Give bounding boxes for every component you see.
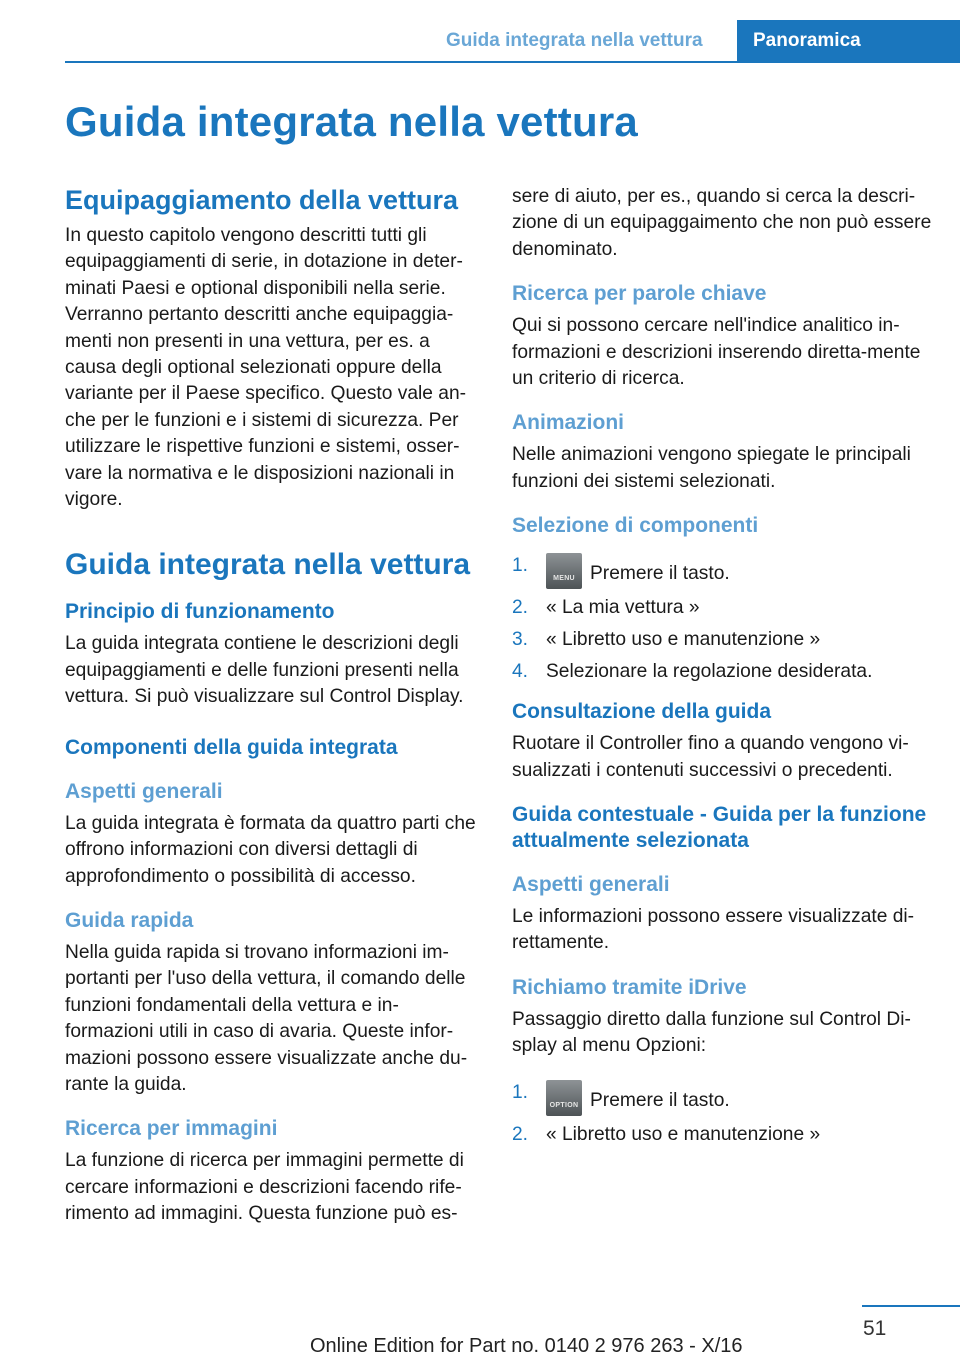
heading-equipaggiamento: Equipaggiamento della vettura <box>65 185 459 215</box>
step-number: 2. <box>512 1123 529 1145</box>
heading-aspetti-generali-2: Aspetti generali <box>512 873 670 897</box>
heading-richiamo-idrive: Richiamo tramite iDrive <box>512 975 747 999</box>
list-item <box>512 627 932 653</box>
paragraph-continuation: sere di aiuto, per es., quando si cerca la descri-zione di un equipaggaimento che non può essere denominato. <box>512 186 932 260</box>
header-tab-label: Panoramica <box>753 30 861 51</box>
header-section-link[interactable]: Guida integrata nella vettura <box>446 30 703 51</box>
step-number: 1. <box>512 1081 529 1103</box>
heading-ricerca-immagini: Ricerca per immagini <box>65 1117 278 1141</box>
step-text: « Libretto uso e manutenzione » <box>546 1123 821 1145</box>
paragraph-parole-chiave: Qui si possono cercare nell'indice analitico in-formazioni e descrizioni inserendo diretta-mente un criterio di ricerca. <box>512 315 921 390</box>
paragraph-consultazione: Ruotare il Controller fino a quando vengono vi-sualizzati i contenuti successivi o precedenti. <box>512 733 909 781</box>
paragraph-animazioni: Nelle animazioni vengono spiegate le principali funzioni dei sistemi selezionati. <box>512 444 911 492</box>
heading-animazioni: Animazioni <box>512 411 625 435</box>
paragraph-guida-rapida: Nella guida rapida si trovano informazioni im-portanti per l'uso della vettura, il comando delle funzioni fondamentali della vettura e in-formazioni utili in caso di avaria. Queste infor-mazioni possono essere visualizzate anche du-rante la guida. <box>65 941 468 1095</box>
step-text: Selezionare la regolazione desiderata. <box>546 661 873 683</box>
heading-guida-rapida: Guida rapida <box>65 908 194 932</box>
step-text: « La mia vettura » <box>546 597 700 619</box>
paragraph-equipaggiamento: In questo capitolo vengono descritti tutti gli equipaggiamenti di serie, in dotazione in deter-minati Paesi e optional disponibili nella serie. Verranno pertanto descritti anche equipaggia-menti non presenti in una vettura, per es. a causa degli optional selezionati oppure della variante per il Paese specifico. Questo vale an-che per le funzioni e i sistemi di sicurezza. Per utilizzare le rispettive funzioni e sistemi, osser-vare la normativa e le disposizioni nazionali in vigore. <box>65 225 467 511</box>
heading-selezione: Selezione di componenti <box>512 514 759 538</box>
step-text: « Libretto uso e manutenzione » <box>546 629 821 651</box>
header-tab-panoramica[interactable] <box>737 20 960 62</box>
paragraph-richiamo-idrive: Passaggio diretto dalla funzione sul Control Di-splay al menu Opzioni: <box>512 1008 911 1057</box>
menu-key-icon: MENU <box>546 553 582 589</box>
list-item <box>512 1122 932 1148</box>
heading-parole-chiave: Ricerca per parole chiave <box>512 282 767 306</box>
paragraph-aspetti-generali: La guida integrata è formata da quattro parti che offrono informazioni con diversi dettagli di approfondimento o possibilità di accesso. <box>65 812 476 887</box>
step-text: Premere il tasto. <box>590 563 730 585</box>
list-item <box>512 595 932 621</box>
steps-list-idrive <box>512 1080 932 1148</box>
step-text: Premere il tasto. <box>590 1089 730 1111</box>
list-item <box>512 1080 932 1116</box>
option-key-icon: OPTION <box>546 1080 582 1116</box>
heading-consultazione: Consultazione della guida <box>512 700 772 724</box>
right-column <box>512 184 932 1156</box>
steps-list-selezione <box>512 553 932 685</box>
list-item <box>512 659 932 685</box>
heading-aspetti-generali: Aspetti generali <box>65 779 223 803</box>
paragraph-principio: La guida integrata contiene le descrizioni degli equipaggiamenti e delle funzioni presenti nella vettura. Si può visualizzare sul Control Display. <box>65 633 464 708</box>
left-column <box>65 184 481 1228</box>
heading-componenti: Componenti della guida integrata <box>65 735 398 759</box>
heading-guida-contestuale: Guida contestuale - Guida per la funzione attualmente selezionata <box>512 803 927 853</box>
step-number: 2. <box>512 597 529 619</box>
page-number: 51 <box>863 1317 887 1340</box>
heading-guida-integrata: Guida integrata nella vettura <box>65 548 471 582</box>
page-title: Guida integrata nella vettura <box>65 98 638 145</box>
paragraph-aspetti-generali-2: Le informazioni possono essere visualizzate di-rettamente. <box>512 906 915 954</box>
heading-principio: Principio di funzionamento <box>65 600 335 624</box>
footer-rule <box>862 1305 960 1307</box>
step-number: 3. <box>512 629 529 651</box>
footer-edition: Online Edition for Part no. 0140 2 976 263 - X/16 <box>310 1335 743 1357</box>
step-number: 4. <box>512 661 529 683</box>
paragraph-ricerca-immagini: La funzione di ricerca per immagini permette di cercare informazioni e descrizioni facendo rife-rimento ad immagini. Questa funzione può es- <box>65 1150 464 1225</box>
step-number: 1. <box>512 555 529 577</box>
list-item <box>512 553 932 589</box>
